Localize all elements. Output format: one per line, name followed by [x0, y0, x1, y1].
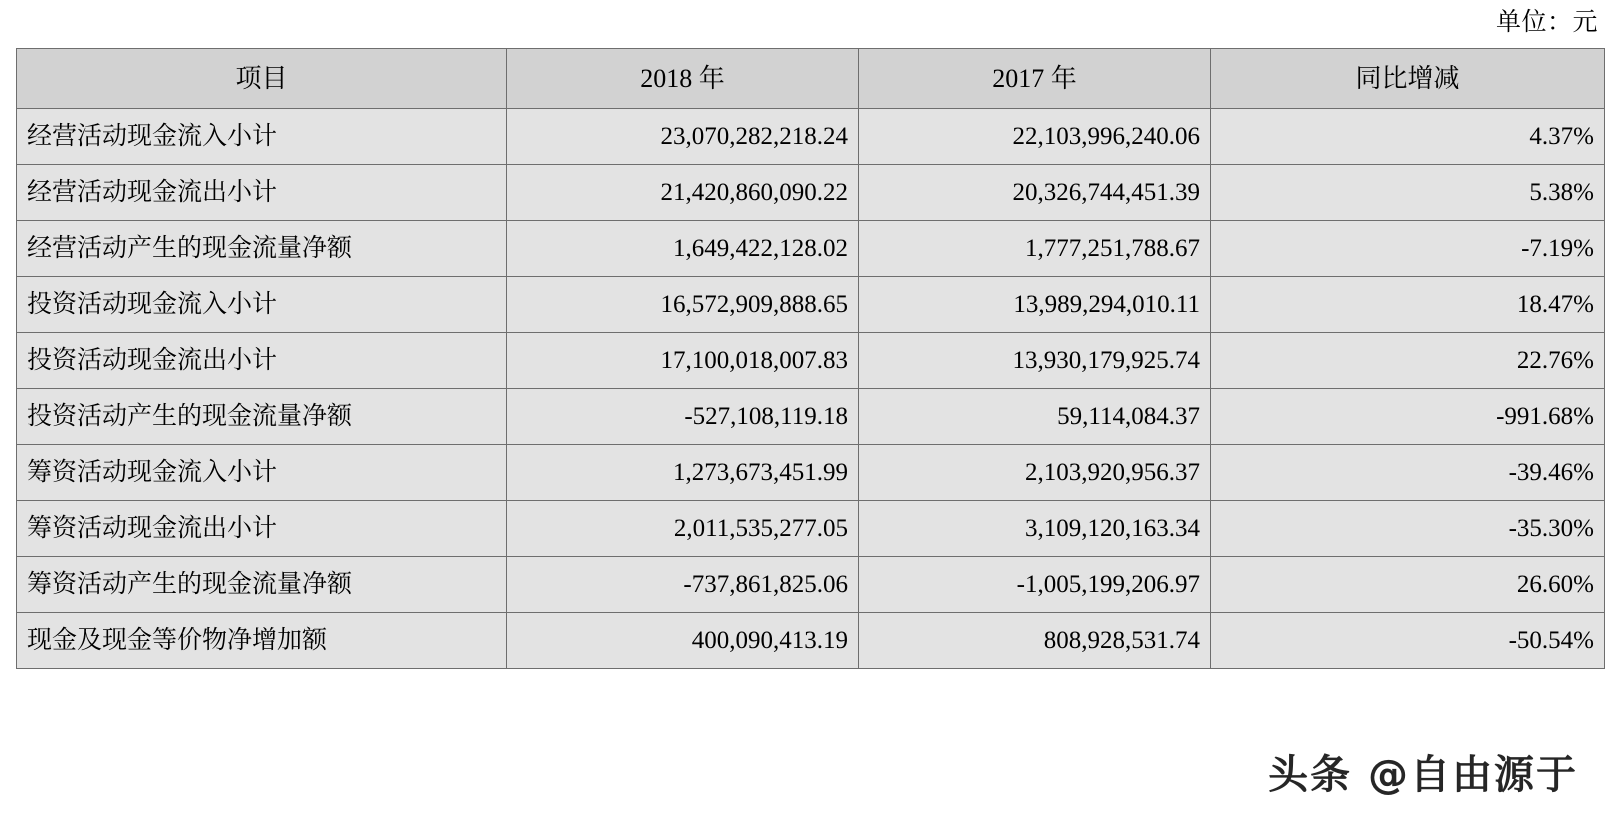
- cell-change: 4.37%: [1211, 109, 1605, 165]
- cell-item: 投资活动现金流出小计: [17, 333, 507, 389]
- table-row: [17, 613, 1605, 669]
- cell-2018: 400,090,413.19: [507, 613, 859, 669]
- cell-change: 18.47%: [1211, 277, 1605, 333]
- table-header: [17, 49, 1605, 109]
- table-row: [17, 389, 1605, 445]
- cell-change: 26.60%: [1211, 557, 1605, 613]
- table-body: [17, 109, 1605, 669]
- cell-item: 筹资活动现金流入小计: [17, 445, 507, 501]
- cell-2018: -527,108,119.18: [507, 389, 859, 445]
- cell-2017: 13,989,294,010.11: [859, 277, 1211, 333]
- cell-2018: 16,572,909,888.65: [507, 277, 859, 333]
- cell-item: 筹资活动产生的现金流量净额: [17, 557, 507, 613]
- column-header-2017: 2017 年: [859, 49, 1211, 109]
- table-row: [17, 165, 1605, 221]
- cell-item: 筹资活动现金流出小计: [17, 501, 507, 557]
- cell-2017: 20,326,744,451.39: [859, 165, 1211, 221]
- cell-item: 经营活动现金流入小计: [17, 109, 507, 165]
- cell-2017: 13,930,179,925.74: [859, 333, 1211, 389]
- cell-change: -50.54%: [1211, 613, 1605, 669]
- table-row: [17, 109, 1605, 165]
- cell-change: 5.38%: [1211, 165, 1605, 221]
- cell-change: -991.68%: [1211, 389, 1605, 445]
- cell-2017: 1,777,251,788.67: [859, 221, 1211, 277]
- table-row: [17, 277, 1605, 333]
- cell-item: 投资活动现金流入小计: [17, 277, 507, 333]
- table-row: [17, 333, 1605, 389]
- cell-item: 经营活动现金流出小计: [17, 165, 507, 221]
- cell-change: -7.19%: [1211, 221, 1605, 277]
- cell-2018: 1,273,673,451.99: [507, 445, 859, 501]
- cash-flow-table: [16, 48, 1605, 669]
- column-header-item: 项目: [17, 49, 507, 109]
- cell-2018: 21,420,860,090.22: [507, 165, 859, 221]
- watermark-text: 头条 @自由源于: [1268, 752, 1578, 798]
- table-row: [17, 445, 1605, 501]
- cell-2017: -1,005,199,206.97: [859, 557, 1211, 613]
- cell-2018: 17,100,018,007.83: [507, 333, 859, 389]
- cell-2017: 2,103,920,956.37: [859, 445, 1211, 501]
- table-header-row: [17, 49, 1605, 109]
- cell-2017: 3,109,120,163.34: [859, 501, 1211, 557]
- cell-item: 现金及现金等价物净增加额: [17, 613, 507, 669]
- cell-2018: -737,861,825.06: [507, 557, 859, 613]
- cell-2017: 808,928,531.74: [859, 613, 1211, 669]
- unit-note: 单位：元: [1495, 9, 1598, 36]
- cell-2017: 22,103,996,240.06: [859, 109, 1211, 165]
- table-row: [17, 557, 1605, 613]
- cell-item: 经营活动产生的现金流量净额: [17, 221, 507, 277]
- table-row: [17, 221, 1605, 277]
- cell-change: -35.30%: [1211, 501, 1605, 557]
- cell-2018: 23,070,282,218.24: [507, 109, 859, 165]
- cell-change: 22.76%: [1211, 333, 1605, 389]
- table-row: [17, 501, 1605, 557]
- cell-item: 投资活动产生的现金流量净额: [17, 389, 507, 445]
- cell-2017: 59,114,084.37: [859, 389, 1211, 445]
- cell-2018: 1,649,422,128.02: [507, 221, 859, 277]
- cell-2018: 2,011,535,277.05: [507, 501, 859, 557]
- column-header-2018: 2018 年: [507, 49, 859, 109]
- column-header-change: 同比增减: [1211, 49, 1605, 109]
- cell-change: -39.46%: [1211, 445, 1605, 501]
